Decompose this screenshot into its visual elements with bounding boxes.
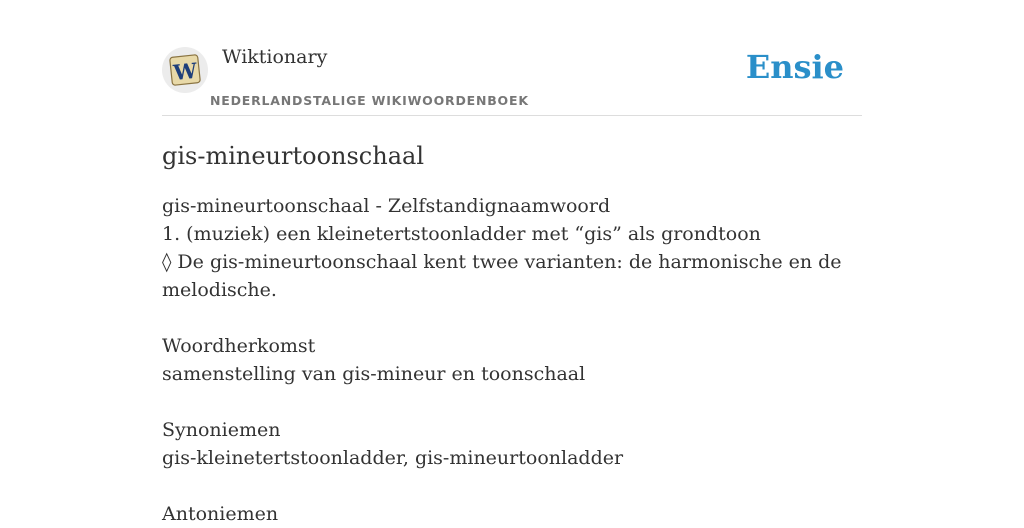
site-header	[162, 0, 862, 116]
entry-content	[162, 192, 862, 528]
synonyms-heading: Synoniemen	[162, 419, 281, 441]
synonyms-text: gis-kleinetertstoonladder, gis-mineurtoonladder	[162, 447, 624, 469]
etymology-text: samenstelling van gis-mineur en toonschaal	[162, 363, 586, 385]
svg-text:W: W	[172, 57, 199, 86]
site-name[interactable]: Wiktionary	[222, 46, 328, 68]
wiktionary-logo-icon[interactable]	[162, 47, 208, 93]
section-spacer	[162, 304, 862, 332]
example-sentence: ◊ De gis-mineurtoonschaal kent twee varianten: de harmonische en de melodische.	[162, 251, 842, 301]
section-spacer	[162, 388, 862, 416]
page-container	[162, 0, 862, 525]
word-type-line: gis-mineurtoonschaal - Zelfstandignaamwoord	[162, 195, 611, 217]
antonyms-heading: Antoniemen	[162, 503, 279, 525]
page-title: gis-mineurtoonschaal	[162, 142, 424, 170]
section-spacer	[162, 472, 862, 500]
ensie-brand-link[interactable]: Ensie	[745, 48, 844, 86]
etymology-heading: Woordherkomst	[162, 335, 316, 357]
definition: 1. (muziek) een kleinetertstoonladder met “gis” als grondtoon	[162, 223, 761, 245]
site-subtitle: NEDERLANDSTALIGE WIKIWOORDENBOEK	[210, 93, 529, 108]
